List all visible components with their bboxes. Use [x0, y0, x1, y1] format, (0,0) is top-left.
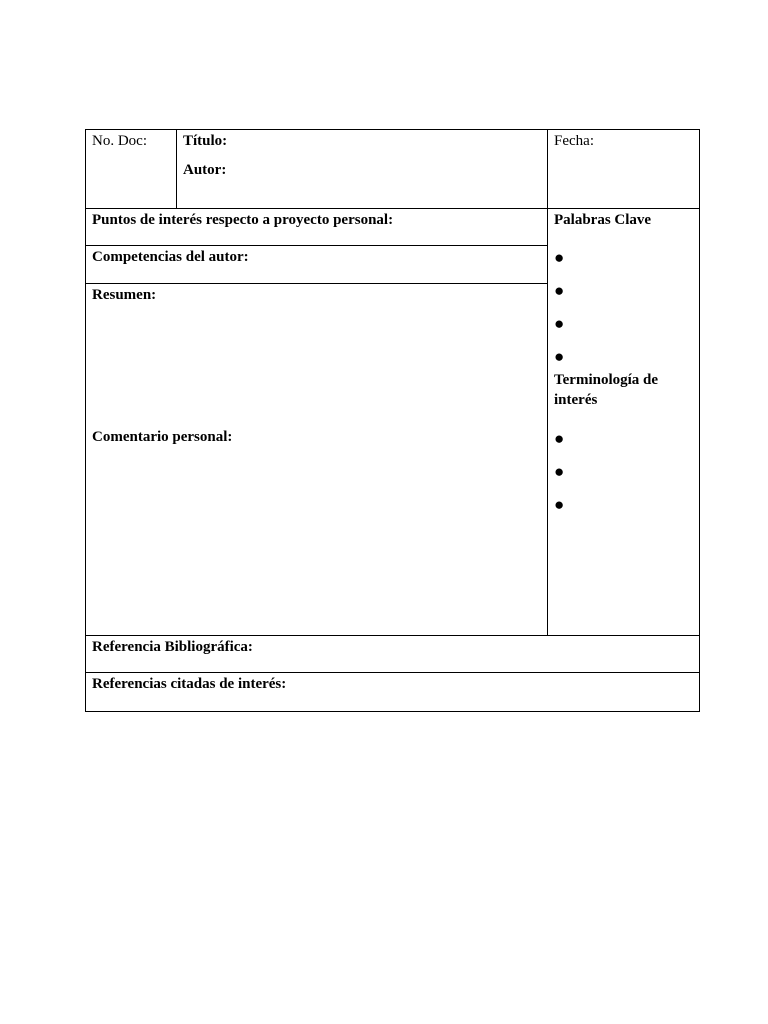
- palabras-clave-label: Palabras Clave: [554, 212, 652, 228]
- review-form-table: [85, 129, 700, 712]
- keywords-cell: [548, 209, 700, 636]
- terms-bullet-list: [554, 429, 693, 528]
- referencias-citadas-label: Referencias citadas de interés:: [92, 676, 287, 692]
- competencias-label: Competencias del autor:: [92, 249, 249, 265]
- terminologia-label: Terminología de interés: [554, 372, 659, 408]
- puntos-interes-label: Puntos de interés respecto a proyecto personal:: [92, 212, 394, 228]
- fecha-cell: [548, 130, 700, 209]
- fecha-label: Fecha:: [554, 133, 594, 149]
- resumen-label: Resumen:: [92, 287, 157, 303]
- keyword-bullet: ●: [554, 281, 565, 300]
- referencia-bibliografica-cell: [86, 636, 700, 673]
- titulo-label: Título:: [183, 133, 228, 149]
- no-doc-label: No. Doc:: [92, 133, 147, 149]
- comentario-label: Comentario personal:: [92, 429, 233, 445]
- resumen-comentario-cell: [86, 284, 548, 636]
- puntos-interes-cell: [86, 209, 548, 246]
- no-doc-cell: [86, 130, 177, 209]
- term-bullet: ●: [554, 495, 565, 514]
- term-bullet: ●: [554, 462, 565, 481]
- keywords-bullet-list: [554, 248, 693, 380]
- referencia-bibliografica-label: Referencia Bibliográfica:: [92, 639, 253, 655]
- keyword-bullet: ●: [554, 248, 565, 267]
- referencias-citadas-cell: [86, 673, 700, 712]
- term-bullet: ●: [554, 429, 565, 448]
- keyword-bullet: ●: [554, 347, 565, 366]
- document-sheet: [85, 129, 699, 712]
- competencias-cell: [86, 246, 548, 284]
- keyword-bullet: ●: [554, 314, 565, 333]
- autor-label: Autor:: [183, 162, 227, 178]
- title-author-cell: [177, 130, 548, 209]
